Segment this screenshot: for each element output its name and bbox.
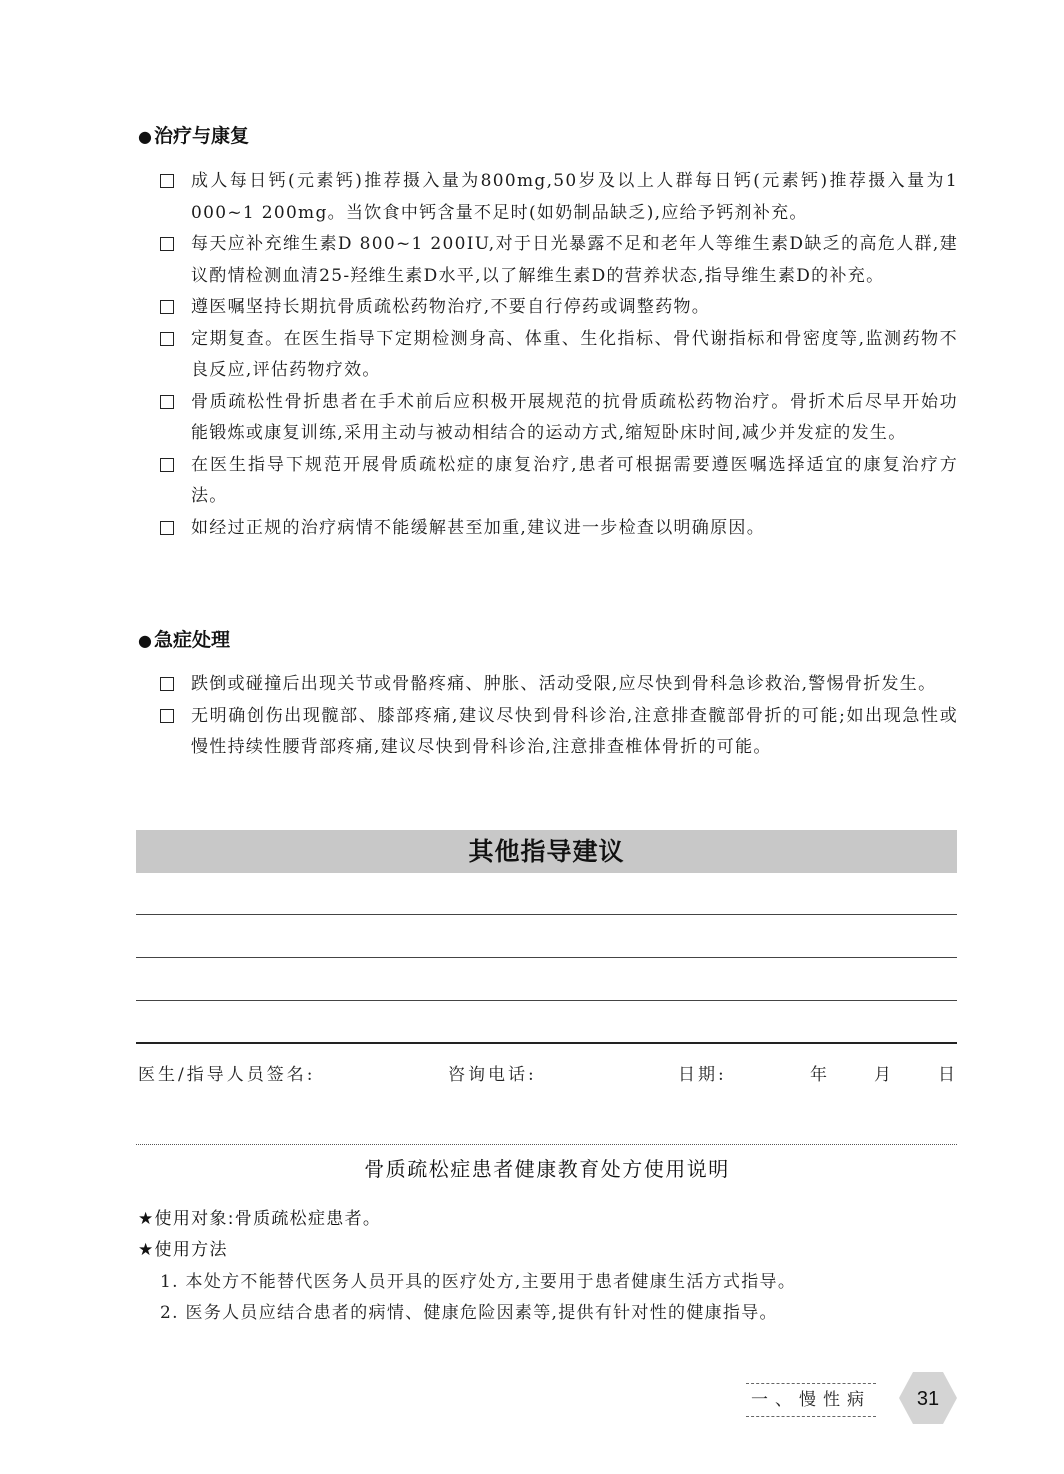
treatment-checklist — [158, 166, 958, 544]
usage-target — [138, 1204, 381, 1229]
usage-target-value: 骨质疏松症患者。 — [234, 1209, 382, 1229]
usage-method-item: 2. 医务人员应结合患者的病情、健康危险因素等,提供有针对性的健康指导。 — [160, 1303, 778, 1323]
checkbox[interactable] — [160, 237, 174, 251]
emergency-item-pain: 无明确创伤出现髋部、膝部疼痛,建议尽快到骨科诊治,注意排查髋部骨折的可能;如出现急性或慢性持续性腰背部疼痛,建议尽快到骨科诊治,注意排查椎体骨折的可能。 — [158, 701, 958, 764]
doctor-signature-label: 医生/指导人员签名: — [138, 1065, 316, 1085]
page-number-badge — [898, 1368, 958, 1428]
other-advice-banner: 其他指导建议 — [136, 830, 957, 873]
emergency-heading: ● 急症处理 — [138, 629, 230, 651]
treatment-item-rehab: 在医生指导下规范开展骨质疏松症的康复治疗,患者可根据需要遵医嘱选择适宜的康复治疗方法。 — [158, 450, 958, 513]
signature-row — [138, 1060, 958, 1086]
advice-write-line[interactable] — [136, 1000, 957, 1001]
date-year: 年 — [810, 1065, 830, 1085]
phone-label: 咨询电话: — [448, 1065, 537, 1085]
checkbox[interactable] — [160, 300, 174, 314]
treatment-item-calcium: 成人每日钙(元素钙)推荐摄入量为800mg,50岁及以上人群每日钙(元素钙)推荐摄入量为1 000~1 200mg。当饮食中钙含量不足时(如奶制品缺乏),应给予钙剂补充。 — [158, 166, 958, 229]
checkbox[interactable] — [160, 709, 174, 723]
checkbox[interactable] — [160, 332, 174, 346]
treatment-item-review: 定期复查。在医生指导下定期检测身高、体重、生化指标、骨代谢指标和骨密度等,监测药物不良反应,评估药物疗效。 — [158, 324, 958, 387]
treatment-item-vitamin-d: 每天应补充维生素D 800~1 200IU,对于日光暴露不足和老年人等维生素D缺乏的高危人群,建议酌情检测血清25-羟维生素D水平,以了解维生素D的营养状态,指导维生素D的补充。 — [158, 229, 958, 292]
date-label: 日期: — [678, 1065, 727, 1085]
checkbox[interactable] — [160, 521, 174, 535]
treatment-heading: ● 治疗与康复 — [138, 125, 249, 147]
checkbox[interactable] — [160, 174, 174, 188]
dotted-divider — [136, 1144, 957, 1145]
page-number: 31 — [916, 1388, 940, 1410]
treatment-item-further-exam: 如经过正规的治疗病情不能缓解甚至加重,建议进一步检查以明确原因。 — [158, 513, 958, 545]
date-day: 日 — [938, 1065, 958, 1085]
checkbox[interactable] — [160, 395, 174, 409]
treatment-item-fracture: 骨质疏松性骨折患者在手术前后应积极开展规范的抗骨质疏松药物治疗。骨折术后尽早开始功能锻炼或康复训练,采用主动与被动相结合的运动方式,缩短卧床时间,减少并发症的发生。 — [158, 387, 958, 450]
advice-write-line[interactable] — [136, 914, 957, 915]
treatment-item-medication: 遵医嘱坚持长期抗骨质疏松药物治疗,不要自行停药或调整药物。 — [158, 292, 958, 324]
instructions-title: 骨质疏松症患者健康教育处方使用说明 — [364, 1157, 730, 1181]
usage-method-label: ★使用方法 — [138, 1240, 228, 1260]
bullet-dot-icon: ● — [138, 127, 152, 146]
advice-write-line[interactable] — [136, 957, 957, 958]
usage-method-item: 1. 本处方不能替代医务人员开具的医疗处方,主要用于患者健康生活方式指导。 — [160, 1272, 797, 1292]
checkbox[interactable] — [160, 458, 174, 472]
bullet-dot-icon: ● — [138, 631, 152, 650]
usage-method — [138, 1235, 228, 1260]
date-month: 月 — [874, 1065, 894, 1085]
divider — [136, 1042, 957, 1044]
usage-target-label: ★使用对象: — [138, 1209, 235, 1229]
emergency-checklist — [158, 669, 958, 764]
checkbox[interactable] — [160, 677, 174, 691]
emergency-item-fall: 跌倒或碰撞后出现关节或骨骼疼痛、肿胀、活动受限,应尽快到骨科急诊救治,警惕骨折发生。 — [158, 669, 958, 701]
chapter-label: 一、慢性病 — [746, 1383, 876, 1417]
